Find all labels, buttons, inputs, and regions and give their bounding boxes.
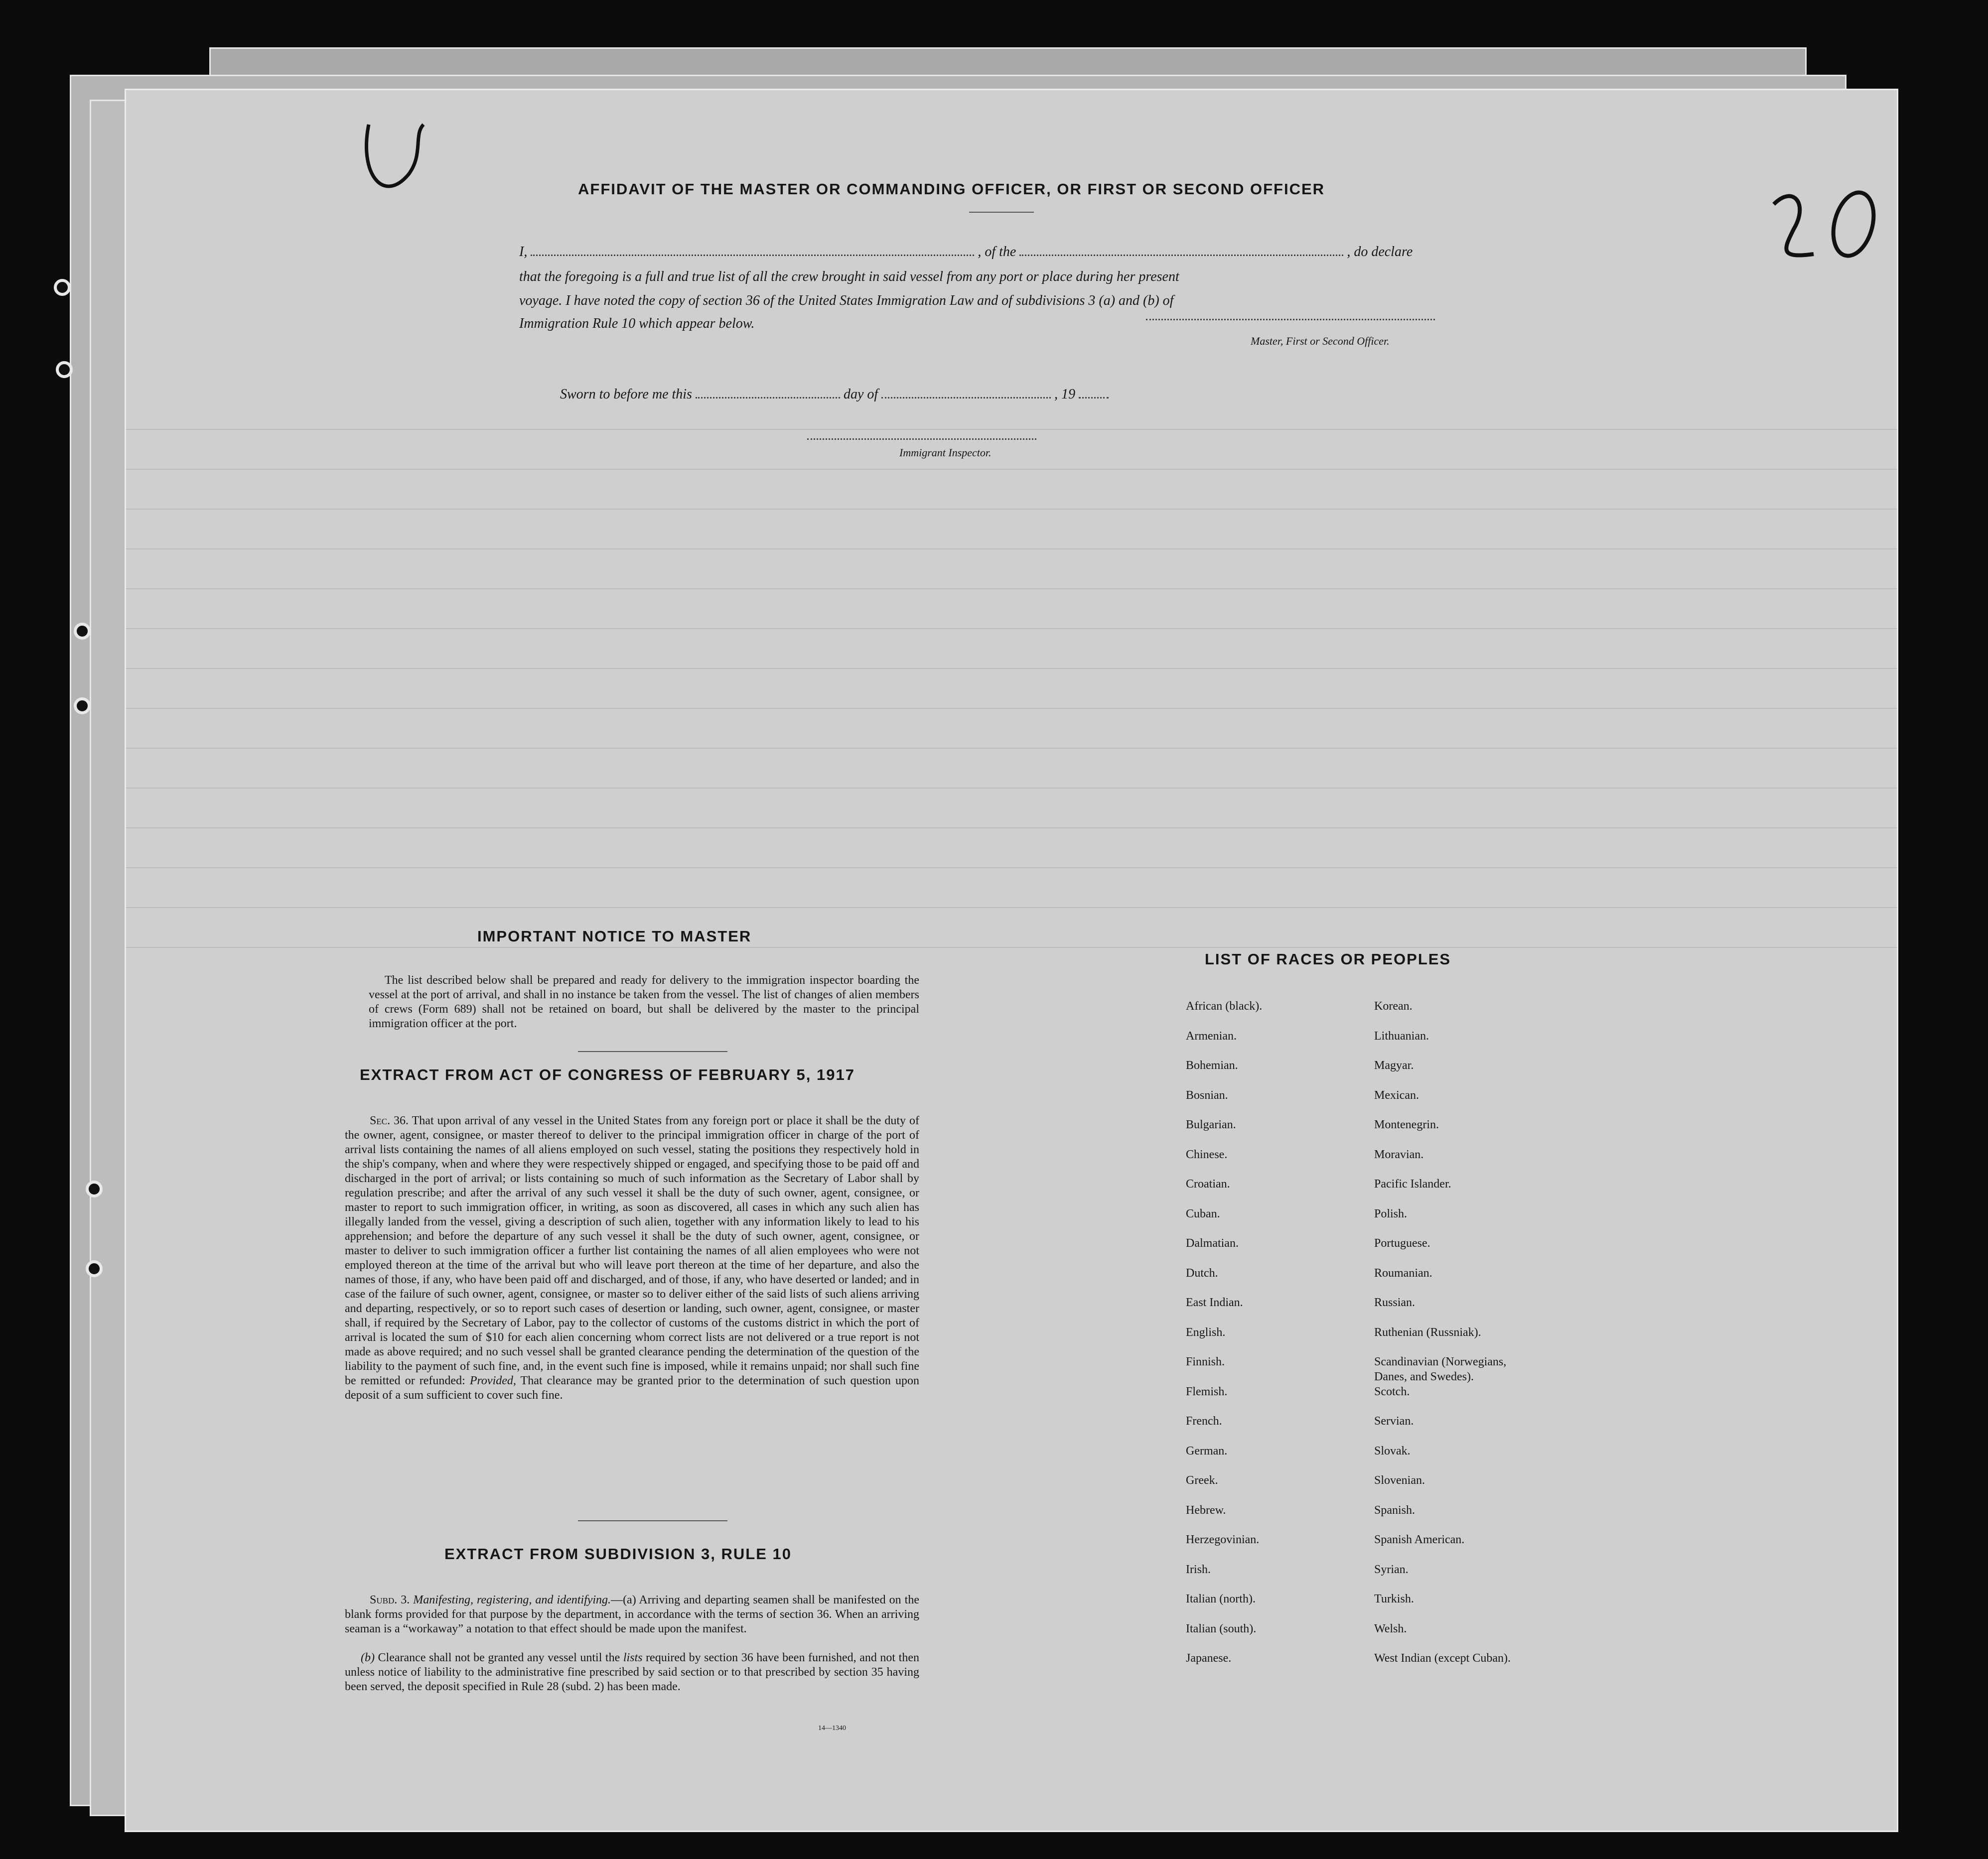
handwritten-mark [349,115,438,214]
race-item: Herzegovinian. [1186,1533,1260,1546]
race-item: Russian. [1374,1296,1416,1309]
para-b-2: required by section 36 have been furnished, and not then unless notice of liability to the administrative fine prescribed by said section or to that prescribed by section 35 having been served, the deposit specified in Rule 28 (subd. 2) has been made. [345,1651,919,1693]
race-item: Scotch. [1374,1385,1410,1398]
race-item: Flemish. [1186,1385,1228,1398]
race-item: German. [1186,1444,1228,1458]
notice-title: IMPORTANT NOTICE TO MASTER [477,928,752,945]
race-item: Spanish. [1374,1503,1416,1517]
declaration-line-3: voyage. I have noted the copy of section 36 of the United States Immigration Law and of subdivisions 3 (a) and (b) of [519,293,1174,308]
inspector-caption: Immigrant Inspector. [899,446,992,459]
race-item: Servian. [1374,1415,1414,1428]
races-left-column [1186,999,1385,1681]
race-item: Chinese. [1186,1148,1228,1161]
declaration-declare: , do declare [1347,244,1413,260]
race-item: Croatian. [1186,1178,1230,1191]
para-b-1: Clearance shall not be granted any vessel until the [374,1651,623,1664]
inspector-signature-blank[interactable] [807,438,1036,440]
race-item: Dutch. [1186,1266,1218,1280]
vessel-blank[interactable] [1019,255,1343,256]
affidavit-title: AFFIDAVIT OF THE MASTER OR COMMANDING OFFICER, OR FIRST OR SECOND OFFICER [578,180,1325,198]
notice-text: The list described below shall be prepared and ready for delivery to the immigration inspector boarding the vessel at the port of arrival, and shall in no instance be taken from the vessel. The list of changes of alien members of crews (Form 689) shall not be retained on board, but shall be delivered by the master to the principal immigration officer at the port. [369,974,919,1030]
subd-label: Subd. 3. [370,1593,410,1606]
handwritten-page-number [1759,174,1908,274]
extract-rule-para-a [345,1593,919,1636]
race-item: Polish. [1374,1207,1408,1220]
race-item: Turkish. [1374,1593,1414,1605]
punch-hole [54,279,71,296]
race-item: Italian (south). [1186,1622,1257,1635]
race-item: Lithuanian. [1374,1029,1429,1043]
sworn-year: , 19 [1054,387,1076,402]
para-b-label: (b) [361,1651,375,1664]
race-item: Hebrew. [1186,1503,1226,1517]
race-item: Welsh. [1374,1622,1407,1635]
race-item: Japanese. [1186,1652,1232,1665]
race-item: Mexican. [1374,1088,1419,1102]
punch-hole [74,623,91,640]
race-item: Spanish American. [1374,1533,1465,1546]
extract-rule-para-b [345,1651,919,1694]
sworn-month-blank[interactable] [881,397,1051,398]
master-signature-caption: Master, First or Second Officer. [1251,335,1390,347]
subd-heading: Manifesting, registering, and identifying. [413,1593,611,1606]
race-item: English. [1186,1326,1226,1339]
name-blank[interactable] [531,255,974,256]
race-item: East Indian. [1186,1296,1243,1309]
race-item: Portuguese. [1374,1237,1430,1250]
sworn-line [560,387,1109,402]
race-item: Bulgarian. [1186,1118,1236,1131]
sec-36-text: That upon arrival of any vessel in the United States from any foreign port or place it shall be the duty of the owner, agent, consignee, or master thereof to deliver to the principal immigration officer in charge of the port of arrival lists containing the names of all aliens employed on such vessel, stating the positions they respectively hold in the ship's company, when and where they were respectively shipped or engaged, and specifying those to be paid off and discharged in the port of arrival; or lists containing so much of such information as the Secretary of Labor shall by regulation prescribe; and after the arrival of any such vessel it shall be the duty of such owner, agent, consignee, or master to report to such immigration officer, in writing, as soon as discovered, all cases in which any such alien has illegally landed from the vessel, giving a description of such alien, together with any information likely to lead to his apprehension; and before the departure of any such vessel it shall be the duty of such owner, agent, consignee, or master to deliver to such immigration officer a further list containing the names of all alien employees who were not employed thereon at the time of the arrival but who will leave port thereon at the time of her departure, and also the names of those, if any, who have been paid off and discharged, and of those, if any, who have deserted or landed; and in case of the failure of such owner, agent, consignee, or master so to deliver either of the said lists of such aliens arriving and departing, respectively, or so to report such cases of desertion or landing, such owner, agent, consignee, or master shall, if required by the Secretary of Labor, pay to the collector of customs of the customs district in which the port of arrival is located the sum of $10 for each alien concerning whom correct lists are not delivered or a true report is not made as above required; and no such vessel shall be granted clearance pending the determination of the question of the liability to the payment of such fine, and, in the event such fine is imposed, while it remains unpaid; nor shall such fine be remitted or refunded: [345,1114,919,1387]
race-item: Scandinavian (Norwegians, Danes, and Swedes). [1374,1355,1507,1383]
race-item: Roumanian. [1374,1266,1432,1280]
extract-rule-title: EXTRACT FROM SUBDIVISION 3, RULE 10 [444,1545,792,1563]
race-item: Moravian. [1374,1148,1424,1161]
race-item: West Indian (except Cuban). [1374,1652,1511,1665]
punch-hole [74,697,91,714]
sec-label: Sec. 36. [370,1114,409,1127]
race-item: Ruthenian (Russniak). [1374,1326,1481,1339]
sworn-prefix: Sworn to before me this [560,387,692,402]
punch-hole [86,1260,103,1277]
race-item: Pacific Islander. [1374,1178,1451,1191]
race-item: Slovenian. [1374,1474,1425,1487]
declaration-i: I, [519,244,528,260]
race-item: Greek. [1186,1474,1218,1487]
race-item: Irish. [1186,1563,1211,1576]
signature-blank[interactable] [1146,319,1435,320]
sec-36-text-end: That clearance may be granted prior to the determination of such question upon deposit of a sum sufficient to cover such fine. [345,1374,919,1402]
race-item: French. [1186,1415,1222,1428]
declaration-of-the: , of the [978,244,1016,260]
declaration-line-4: Immigration Rule 10 which appear below. [519,316,755,331]
race-item: Magyar. [1374,1059,1414,1072]
race-item: Slovak. [1374,1444,1411,1458]
races-right-column [1374,999,1623,1681]
punch-hole [56,361,73,378]
sworn-day-of: day of [843,387,878,402]
divider [969,212,1034,213]
race-item: Bohemian. [1186,1059,1238,1072]
subd-para-a: —(a) Arriving and departing seamen shall be manifested on the blank forms provided for that purpose by the department, in accordance with the terms of section 36. When an arriving seaman is a “workaway” a notation to that effect should be made upon the manifest. [345,1593,919,1635]
divider [578,1051,727,1052]
race-item: Bosnian. [1186,1088,1228,1102]
sworn-day-blank[interactable] [696,397,840,398]
race-item: African (black). [1186,1000,1263,1013]
extract-act-text [345,1114,919,1403]
affidavit-page [125,89,1898,1832]
race-item: Italian (north). [1186,1593,1256,1605]
punch-hole [86,1181,103,1197]
race-item: Cuban. [1186,1207,1220,1220]
race-item: Montenegrin. [1374,1118,1439,1131]
race-item: Dalmatian. [1186,1237,1239,1250]
declaration-line-2: that the foregoing is a full and true list of all the crew brought in said vessel from any port or place during her present [519,269,1179,284]
race-item: Korean. [1374,1000,1413,1013]
race-item: Syrian. [1374,1563,1409,1576]
sworn-year-blank[interactable] [1079,397,1109,398]
extract-act-title: EXTRACT FROM ACT OF CONGRESS OF FEBRUARY 5, 1917 [360,1066,855,1083]
para-b-lists: lists [623,1651,643,1664]
provided-word: Provided, [469,1374,516,1387]
divider [578,1520,727,1521]
race-item: Armenian. [1186,1029,1237,1043]
declaration-line-1 [519,244,1413,260]
form-number: 14—1340 [818,1725,846,1732]
races-title: LIST OF RACES OR PEOPLES [1205,950,1451,968]
race-item: Finnish. [1186,1355,1225,1368]
